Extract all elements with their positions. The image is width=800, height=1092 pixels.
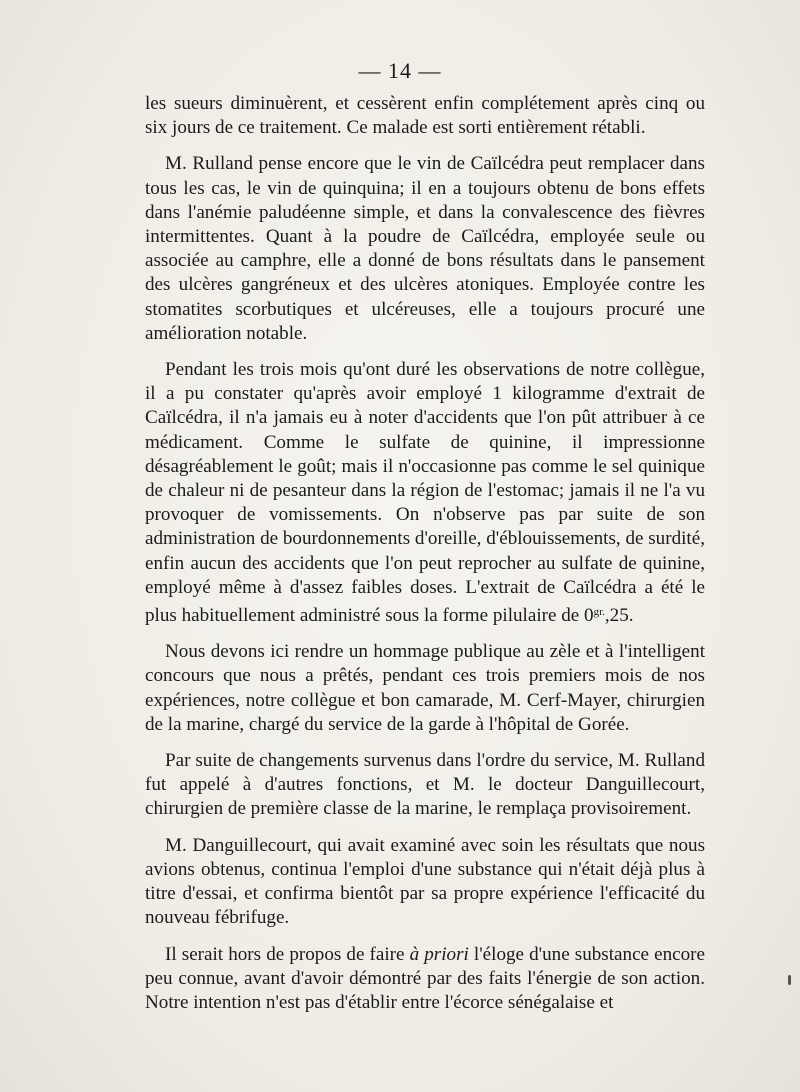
- paragraph-service-change: Par suite de changements survenus dans l'ordre du service, M. Rulland fut appelé à d'autres fonctions, et M. le docteur Danguillecourt, chirurgien de première classe de la marine, le remplaça provisoirement.: [145, 750, 705, 820]
- paragraph-intention-start: Il serait hors de propos de faire: [165, 943, 410, 965]
- paragraph-homage: Nous devons ici rendre un hommage publique au zèle et à l'intelligent concours que nous a prêtés, pendant ces trois premiers mois de nos expériences, notre collègue et bon camarade, M. Cerf-Mayer, chirurgien de la marine, chargé du service de la garde à l'hôpital de Gorée.: [145, 641, 705, 735]
- gram-abbrev: gr.: [593, 606, 605, 619]
- margin-speck: [788, 975, 791, 985]
- paragraph-continued: les sueurs diminuèrent, et cessèrent enfin complétement après cinq ou six jours de ce traitement. Ce malade est sorti entièrement rétabli.: [145, 93, 705, 139]
- dose-value: ,25.: [604, 605, 634, 627]
- paragraph-intention: [145, 943, 705, 1016]
- body-text: [145, 92, 705, 1027]
- paragraph-rulland-wine: M. Rulland pense encore que le vin de Caïlcédra peut remplacer dans tous les cas, le vin de quinquina; il en a toujours obtenu de bons effets dans l'anémie paludéenne simple, et dans la convalescence des fièvres intermittentes. Quant à la poudre de Caïlcédra, employée seule ou associée au camphre, elle a donné de bons résultats dans le pansement des ulcères gangréneux et des ulcères atoniques. Employée contre les stomatites scorbutiques et ulcéreuses, elle a toujours procuré une amélioration notable.: [145, 153, 705, 344]
- paragraph-observations-text: Pendant les trois mois qu'ont duré les observations de notre collègue, il a pu constater qu'après avoir employé 1 kilogramme d'extrait de Caïlcédra, il n'a jamais eu à noter d'accidents que l'on pût attribuer à ce médicament. Comme le sulfate de quinine, il impressionne désagréablement le goût; mais il n'occasionne pas comme le sel quinique de chaleur ni de pesanteur dans la région de l'estomac; jamais il ne l'a vu provoquer de vomissements. On n'observe pas par suite de son administration de bourdonnements d'oreille, d'éblouissements, de surdité, enfin aucun des accidents que l'on peut reprocher au sulfate de quinine, employé même à d'assez faibles doses. L'extrait de Caïlcédra a été le plus habituellement administré sous la forme pilulaire de 0: [145, 359, 705, 627]
- paragraph-intention-end: l'éloge d'une substance encore peu connue, avant d'avoir démontré par des faits l'énergie de son action. Notre intention n'est pas d'établir entre l'écorce sénégalaise et: [145, 943, 705, 1013]
- italic-phrase: à priori: [409, 943, 469, 965]
- paragraph-observations: [145, 358, 705, 628]
- page-number: — 14 —: [358, 58, 442, 83]
- paragraph-danguillecourt: M. Danguillecourt, qui avait examiné avec soin les résultats que nous avions obtenus, continua l'emploi d'une substance qui n'était déjà plus à titre d'essai, et confirma bientôt par sa propre expérience l'efficacité du nouveau fébrifuge.: [145, 834, 705, 929]
